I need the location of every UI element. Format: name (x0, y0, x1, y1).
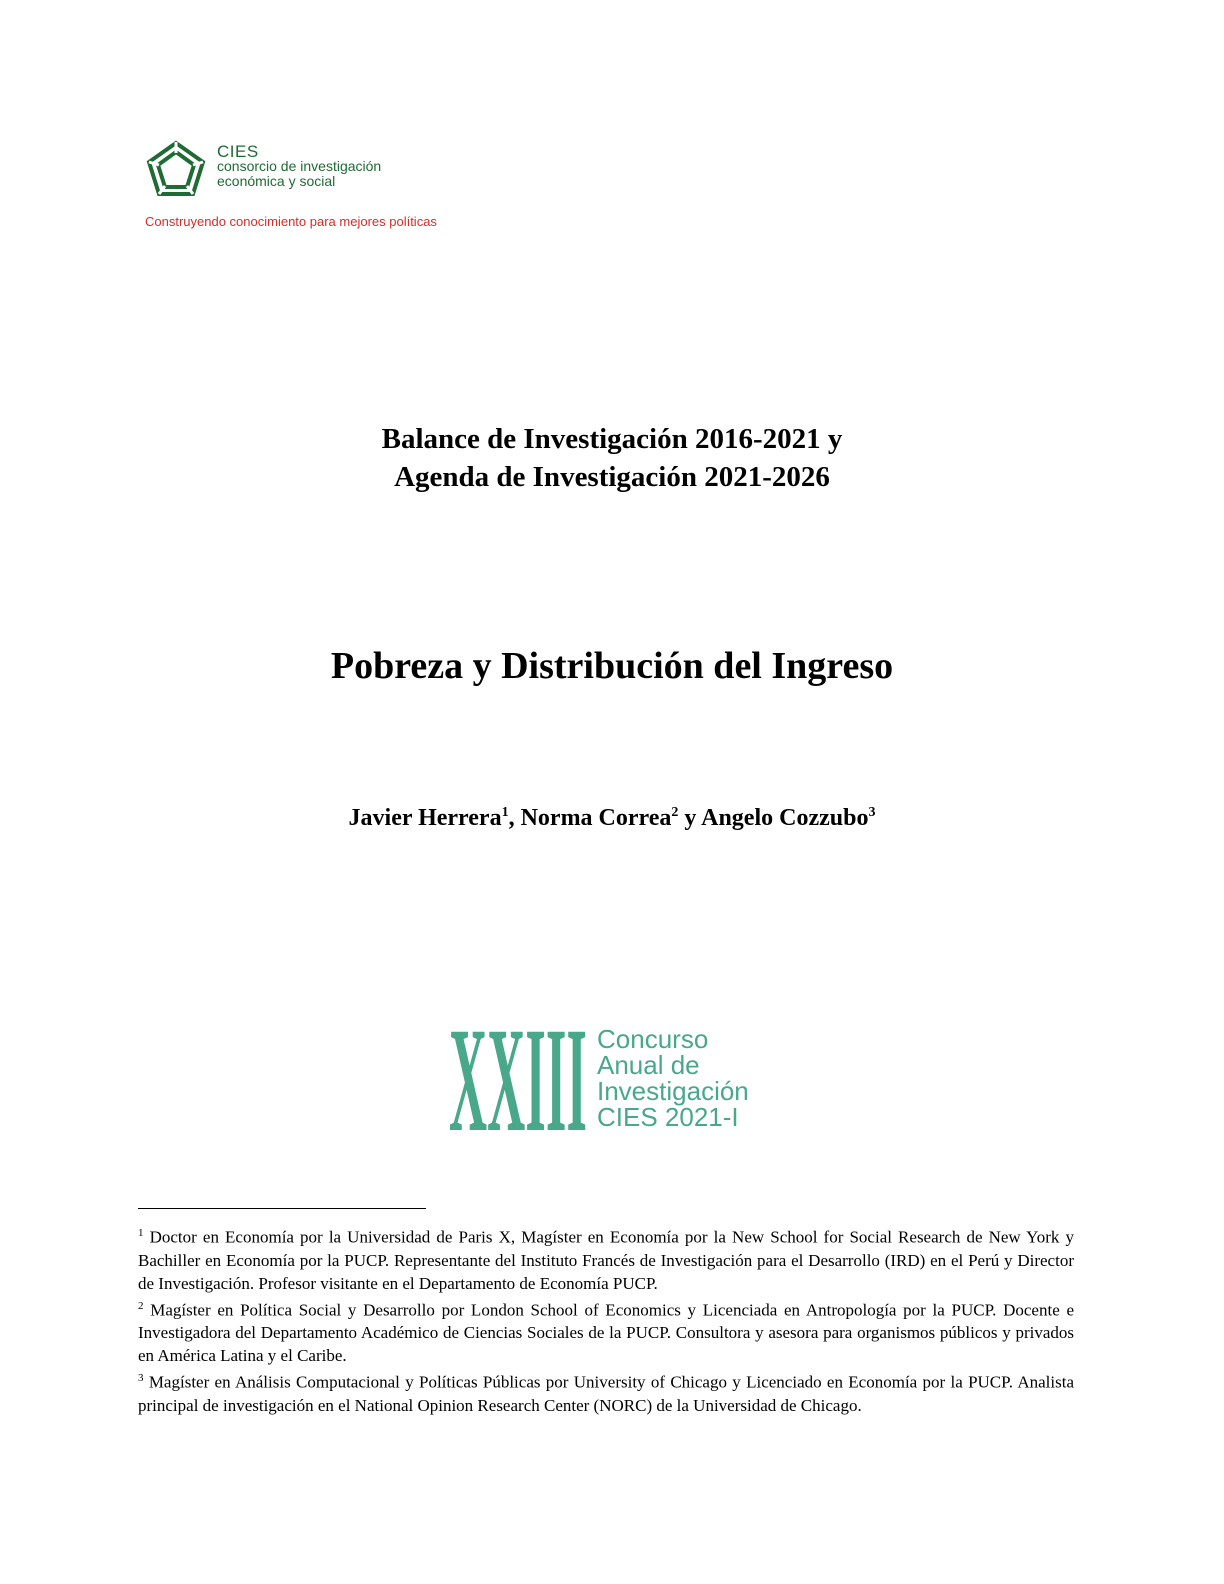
concurso-line-3: Investigación (597, 1076, 749, 1106)
footnote (138, 1222, 1074, 1295)
author-name: Angelo Cozzubo (701, 805, 869, 831)
footnote-text: Magíster en Política Social y Desarrollo por London School of Economics y Licenciada en Antropología por la PUCP. Docente e Investigadora del Departamento Académico de Ciencias Sociales de la PUCP. Consultora y asesora para organismos públicos y privados en América Latina y el Caribe. (138, 1300, 1074, 1366)
logo-line1: consorcio de investigación (217, 158, 382, 174)
balance-line-2: Agenda de Investigación 2021-2026 (394, 461, 830, 493)
logo-name: CIES (217, 142, 259, 161)
footnote-number: 1 (138, 1227, 144, 1239)
footnote (138, 1295, 1074, 1368)
footnotes (138, 1222, 1074, 1417)
footnote (138, 1367, 1074, 1417)
author-footnote-ref: 3 (868, 805, 876, 820)
logo-text (217, 144, 381, 189)
footnote-text: Magíster en Análisis Computacional y Políticas Públicas por University of Chicago y Licenciado en Economía por la PUCP. Analista principal de investigación en el National Opinion Research Center (NORC) de la Universidad de Chicago. (138, 1372, 1074, 1415)
authors-line (0, 805, 1224, 832)
concurso-line-1: Concurso (597, 1024, 709, 1054)
footnote-divider (138, 1208, 426, 1209)
author-footnote-ref: 1 (501, 805, 509, 820)
footnote-number: 3 (138, 1372, 144, 1385)
balance-line-1: Balance de Investigación 2016-2021 y (381, 423, 843, 455)
page-title: Pobreza y Distribución del Ingreso (330, 645, 894, 687)
concurso-text (597, 1026, 749, 1130)
footnote-text: Doctor en Economía por la Universidad de Paris X, Magíster en Economía por la New School for Social Research de New York y Bachiller en Economía por la PUCP. Representante del Instituto Francés de Investigación para el Desarrollo (IRD) en el Perú y Director de Investigación. Profesor visitante en el Departamento de Economía PUCP. (138, 1227, 1074, 1293)
pentagon-logo-icon (145, 140, 207, 200)
logo-line2: económica y social (217, 173, 336, 189)
cies-logo (145, 138, 505, 238)
author-footnote-ref: 2 (671, 805, 679, 820)
balance-heading (0, 420, 1224, 496)
author-name: Javier Herrera (348, 805, 502, 831)
author-separator: , (508, 805, 521, 831)
author-separator: y (678, 805, 702, 831)
footnote-number: 2 (138, 1299, 144, 1312)
concurso-logo (448, 1024, 778, 1134)
logo-tagline: Construyendo conocimiento para mejores políticas (145, 214, 437, 229)
roman-numeral-text: XXIII (449, 1024, 587, 1134)
author-name: Norma Correa (520, 805, 672, 831)
roman-numeral-xxiii (448, 1024, 588, 1134)
concurso-line-4: CIES 2021-I (597, 1102, 739, 1132)
concurso-line-2: Anual de (597, 1050, 700, 1080)
